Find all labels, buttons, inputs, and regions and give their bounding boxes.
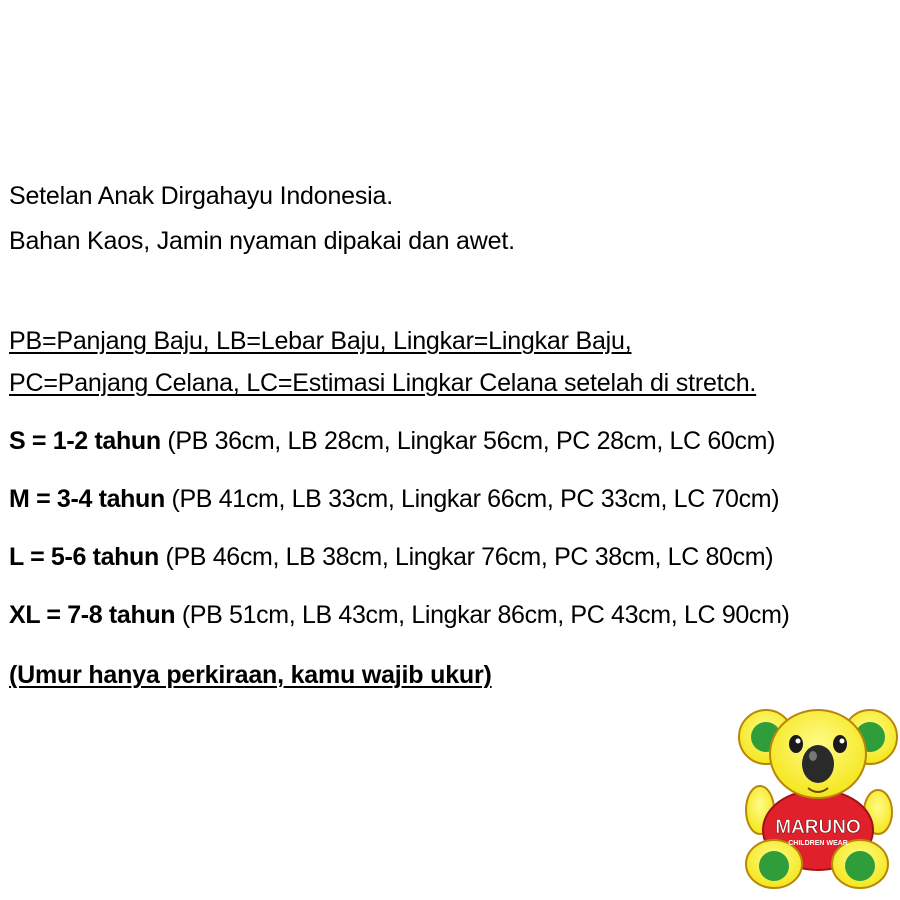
size-label: S = 1-2 tahun: [9, 427, 161, 455]
maruno-koala-logo: [738, 692, 898, 892]
legend-line-1: PB=Panjang Baju, LB=Lebar Baju, Lingkar=Lingkar Baju,: [9, 327, 632, 355]
size-detail: (PB 51cm, LB 43cm, Lingkar 86cm, PC 43cm, LC 90cm): [175, 601, 790, 629]
koala-nose: [802, 745, 834, 783]
size-row-xl: [9, 600, 790, 630]
size-label: M = 3-4 tahun: [9, 485, 165, 513]
age-note: (Umur hanya perkiraan, kamu wajib ukur): [9, 661, 492, 689]
size-row-l: [9, 542, 773, 572]
size-label: XL = 7-8 tahun: [9, 601, 176, 629]
logo-brand: MARUNO: [775, 817, 861, 838]
legend-line-2: PC=Panjang Celana, LC=Estimasi Lingkar Celana setelah di stretch.: [9, 369, 757, 397]
logo-tagline: CHILDREN WEAR: [788, 840, 848, 847]
size-detail: (PB 36cm, LB 28cm, Lingkar 56cm, PC 28cm, LC 60cm): [160, 427, 776, 455]
size-row-m: [9, 484, 779, 514]
size-label: L = 5-6 tahun: [9, 543, 159, 571]
size-detail: (PB 46cm, LB 38cm, Lingkar 76cm, PC 38cm, LC 80cm): [158, 543, 774, 571]
description-line-2: Bahan Kaos, Jamin nyaman dipakai dan awet.: [9, 227, 515, 255]
size-detail: (PB 41cm, LB 33cm, Lingkar 66cm, PC 33cm, LC 70cm): [164, 485, 780, 513]
description-line-1: Setelan Anak Dirgahayu Indonesia.: [9, 182, 393, 210]
size-row-s: [9, 426, 775, 456]
